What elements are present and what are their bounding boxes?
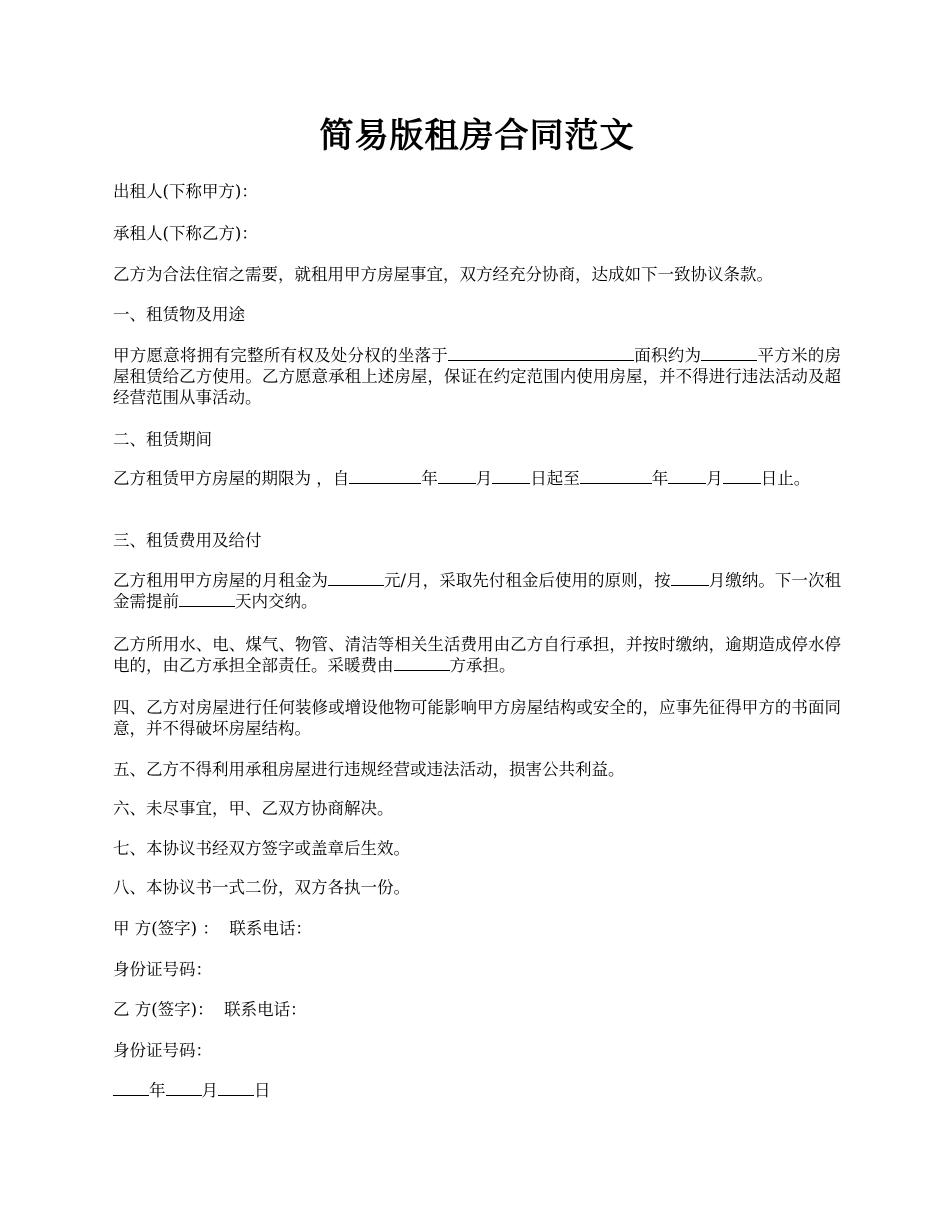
s1-text-c: 平方米的房屋租赁给乙方使用。乙方愿意承租上述房屋，保证在约定范围内使用房屋，并不得进行违法活动及超经营范围从事活动。 (113, 346, 841, 407)
section-1-paragraph (113, 345, 841, 408)
end-day-blank (723, 468, 761, 484)
section-5-paragraph: 五、乙方不得利用承租房屋进行违规经营或违法活动，损害公共利益。 (113, 760, 625, 779)
intro-paragraph: 乙方为合法住宿之需要，就租用甲方房屋事宜，双方经充分协商，达成如下一致协议条款。 (113, 265, 773, 284)
s2-year2: 年 (651, 469, 669, 488)
start-day-blank (492, 468, 530, 484)
section-8-paragraph: 八、本协议书一式二份，双方各执一份。 (113, 878, 410, 897)
date-line (113, 1080, 841, 1101)
location-blank (448, 345, 634, 361)
lessee-line: 承租人(下称乙方)： (113, 224, 258, 243)
sign-month-blank (166, 1080, 202, 1096)
sign-day-blank (218, 1080, 254, 1096)
s3-text-a: 乙方租用甲方房屋的月租金为 (113, 571, 328, 590)
start-month-blank (438, 468, 476, 484)
date-day: 日 (254, 1081, 271, 1100)
s1-text-a: 甲方愿意将拥有完整所有权及处分权的坐落于 (113, 346, 448, 365)
end-month-blank (668, 468, 706, 484)
advance-days-blank (179, 591, 235, 607)
section-6-paragraph: 六、未尽事宜，甲、乙双方协商解决。 (113, 799, 394, 818)
section-7-paragraph: 七、本协议书经双方签字或盖章后生效。 (113, 839, 410, 858)
party-a-signature-line: 甲 方(签字) ： 联系电话： (113, 919, 312, 938)
party-b-id-line: 身份证号码： (113, 1041, 212, 1060)
heating-party-blank (394, 655, 450, 671)
s2-year: 年 (421, 469, 438, 488)
lessor-line: 出租人(下称甲方)： (113, 182, 258, 201)
section-1-heading: 一、租赁物及用途 (113, 305, 245, 324)
sign-year-blank (113, 1080, 149, 1096)
end-year-blank (580, 468, 652, 484)
section-2-heading: 二、租赁期间 (113, 430, 212, 449)
s2-month2: 月 (706, 469, 723, 488)
s3-text-d: 天内交纳。 (235, 592, 318, 611)
payment-months-blank (671, 570, 709, 586)
s2-text-a: 乙方租赁甲方房屋的期限为 ，自 (113, 469, 350, 488)
document-title: 简易版租房合同范文 (319, 116, 635, 156)
section-3-rent-paragraph (113, 570, 841, 612)
s3-text-c: 月缴纳。下一次租金需提前 (113, 571, 842, 611)
section-4-paragraph: 四、乙方对房屋进行任何装修或增设他物可能影响甲方房屋结构或安全的，应事先征得甲方的书面同意，并不得破坏房屋结构。 (113, 698, 841, 738)
rent-amount-blank (328, 570, 384, 586)
section-2-paragraph (113, 468, 828, 489)
s1-text-b: 面积约为 (634, 346, 702, 365)
s3-utilities-a: 乙方所用水、电、煤气、物管、清洁等相关生活费用由乙方自行承担，并按时缴纳，逾期造成停水停电的，由乙方承担全部责任。采暖费由 (113, 635, 841, 675)
date-year: 年 (149, 1081, 166, 1100)
section-3-heading: 三、租赁费用及给付 (113, 531, 262, 550)
party-b-signature-line: 乙 方(签字)： 联系电话： (113, 1000, 307, 1019)
party-a-id-line: 身份证号码： (113, 960, 212, 979)
s3-text-b: 元/月，采取先付租金后使用的原则，按 (383, 571, 671, 590)
date-month: 月 (201, 1081, 218, 1100)
s2-month: 月 (475, 469, 493, 488)
area-blank (701, 345, 757, 361)
s2-day-from: 日起至 (530, 469, 580, 488)
s2-day-end: 日止。 (760, 469, 811, 488)
section-3-utilities-paragraph (113, 634, 841, 676)
s3-utilities-b: 方承担。 (449, 656, 516, 675)
start-year-blank (349, 468, 421, 484)
